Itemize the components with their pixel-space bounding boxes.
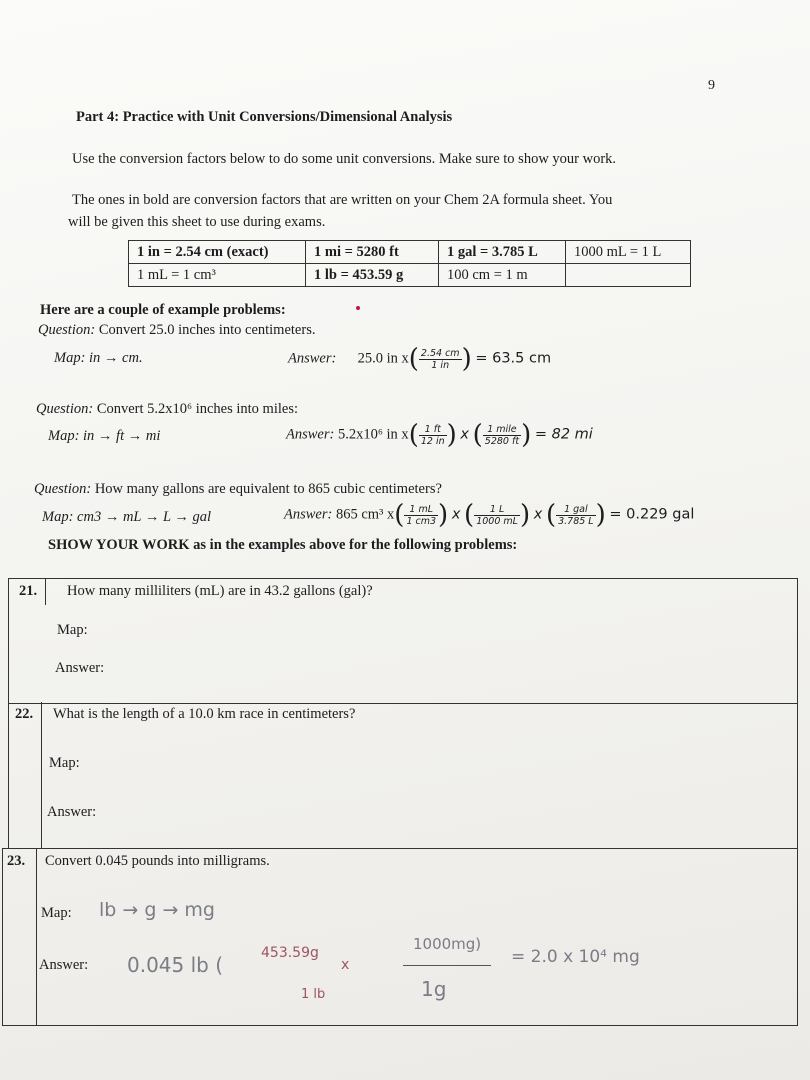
table-cell: 1 mL = 1 cm³: [129, 264, 306, 287]
example-3-question: Question: How many gallons are equivalent to 865 cubic centimeters?: [34, 481, 442, 497]
question-21-box: [8, 578, 798, 704]
handwritten-factor-1-denominator: 1 lb: [301, 987, 326, 1002]
example-1-map: Map: in → cm.: [54, 350, 143, 366]
table-cell: 1000 mL = 1 L: [566, 241, 691, 264]
handwritten-factor-2-denominator: 1g: [421, 977, 447, 1001]
table-cell: [566, 264, 691, 287]
number-divider: [45, 579, 46, 605]
table-row: [129, 264, 691, 287]
question-22-work-area[interactable]: [119, 732, 769, 842]
question-23-number: 23.: [7, 853, 26, 869]
table-cell: 100 cm = 1 m: [439, 264, 566, 287]
example-1-question: Question: Convert 25.0 inches into centimeters.: [38, 322, 316, 338]
handwritten-answer-start: 0.045 lb (: [127, 953, 224, 977]
handwritten-factor-2-numerator: 1000mg): [413, 935, 482, 953]
question-22-box: [8, 702, 798, 849]
show-work-instruction: SHOW YOUR WORK as in the examples above for the following problems:: [48, 537, 518, 553]
question-23-work-area[interactable]: [113, 883, 773, 1019]
question-21-answer-label: Answer:: [55, 660, 105, 676]
question-21-text: How many milliliters (mL) are in 43.2 gallons (gal)?: [67, 583, 373, 599]
note-line-2: will be given this sheet to use during exams.: [68, 214, 326, 230]
example-3-answer: Answer: 865 cm³ x( $\frac{1 mL}{1 cm3}$ ) x ( $\frac{1 L}{1000 mL}$ ) x ( $\frac{\text{1 gal}}{3.785 L}$ ) = 0.229 gal: [284, 500, 695, 530]
handwritten-factor-1-numerator: 453.59g: [261, 945, 319, 961]
question-23-text: Convert 0.045 pounds into milligrams.: [45, 853, 270, 869]
question-23-box: [2, 848, 798, 1026]
question-22-number: 22.: [15, 706, 34, 722]
note-line-1: The ones in bold are conversion factors that are written on your Chem 2A formula sheet. You: [72, 192, 613, 208]
question-23-answer-label: Answer:: [39, 957, 89, 973]
question-21-work-area[interactable]: [129, 609, 769, 697]
handwritten-times: x: [341, 957, 350, 973]
example-2-answer: Answer: 5.2x10⁶ in x( $\frac{1 ft}{12 in}$ ) x ( $\frac{\text{1 mile}}{5280 ft}$ ) = 82 mi: [286, 420, 593, 450]
question-22-text: What is the length of a 10.0 km race in centimeters?: [53, 706, 356, 722]
question-21-map-label: Map:: [57, 622, 88, 638]
examples-heading: Here are a couple of example problems:: [40, 302, 286, 318]
number-divider: [41, 702, 42, 848]
question-21-number: 21.: [19, 583, 38, 599]
table-cell: 1 gal = 3.785 L: [439, 241, 566, 264]
example-3-map: Map: cm3 → mL → L → gal: [42, 509, 212, 525]
table-row: [129, 241, 691, 264]
section-heading: Part 4: Practice with Unit Conversions/Dimensional Analysis: [76, 109, 453, 125]
conversion-factors-table: [128, 240, 691, 287]
instructions-text: Use the conversion factors below to do some unit conversions. Make sure to show your work.: [72, 151, 617, 167]
table-cell: 1 mi = 5280 ft: [306, 241, 439, 264]
table-cell: 1 lb = 453.59 g: [306, 264, 439, 287]
question-22-map-label: Map:: [49, 755, 80, 771]
number-divider: [36, 849, 37, 1025]
question-23-map-label: Map:: [41, 905, 72, 921]
page-number: 9: [708, 78, 715, 93]
handwritten-map: lb → g → mg: [99, 899, 215, 921]
example-1-answer: Answer: 25.0 in x( $\frac{2.54 cm}{1 in}$ ) = 63.5 cm: [288, 344, 552, 374]
example-2-question: Question: Convert 5.2x10⁶ inches into miles:: [36, 401, 298, 417]
example-2-map: Map: in → ft → mi: [48, 428, 161, 444]
ink-dot: [356, 306, 360, 310]
question-22-answer-label: Answer:: [47, 804, 97, 820]
table-cell: 1 in = 2.54 cm (exact): [129, 241, 306, 264]
handwritten-result: = 2.0 x 10⁴ mg: [511, 947, 640, 967]
